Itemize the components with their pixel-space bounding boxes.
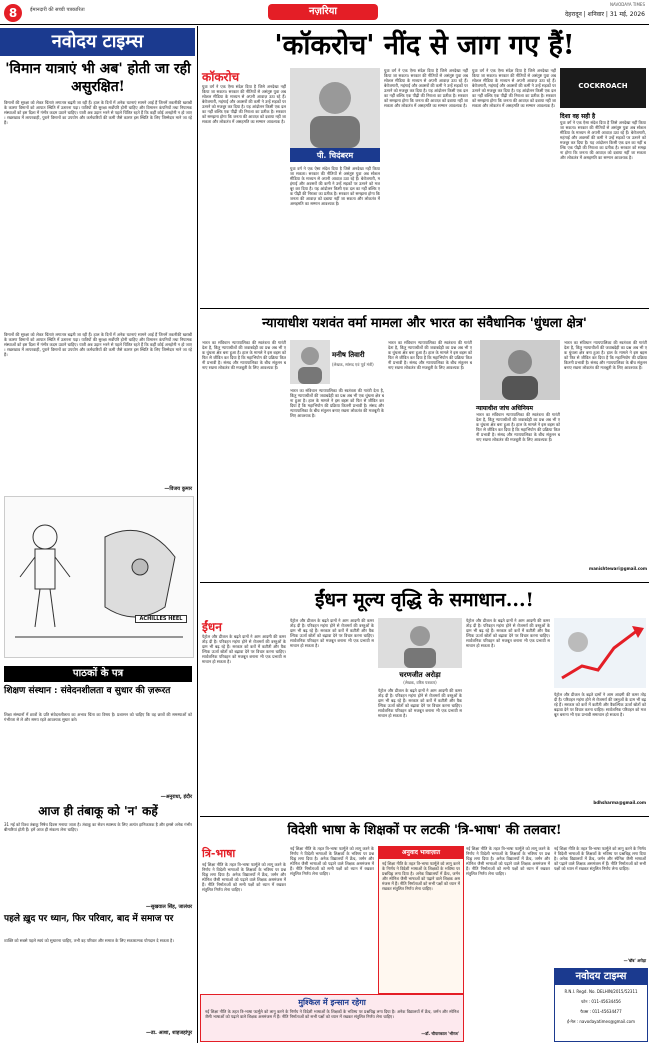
judge-photo-icon [480,340,560,400]
letter2-author: —सुखवाल सिंह, जालंधर [145,904,192,910]
main-body-col5: युवा वर्ग ने एक ऐसा संदेश दिया है जिसे अनदेखा नहीं किया जा सकता। सरकार की नीतियों से असंतुष्ट युवा अब सोशल मीडिया के माध्यम से अपनी आवाज़ उठा रहे हैं। बेरोजगारी, महंगाई और अवसरों की कमी ने उन्हें सड़कों पर उतरने को मजबूर कर दिया है। यह आंदोलन किसी एक दल का नहीं बल्कि एक पीढ़ी की निराशा का प्रतीक है। सरकार को समझना होगा कि जनता की आवाज़ को दबाया नहीं जा सकता और लोकतंत्र में असहमति का सम्मान आवश्यक है। [560,120,646,160]
divider-3 [200,816,649,817]
letter1-title: शिक्षण संस्थान : संवेदनशीलता व सुधार की ज़रूरत [4,686,171,696]
main-story [200,26,649,306]
footer-line-4: ई-मेल : navodayatimes@gmail.com [566,1019,636,1024]
second-photo [480,340,560,400]
main-body-col2: युवा वर्ग ने एक ऐसा संदेश दिया है जिसे अनदेखा नहीं किया जा सकता। सरकार की नीतियों से असंतुष्ट युवा अब सोशल मीडिया के माध्यम से अपनी आवाज़ उठा रहे हैं। बेरोजगारी, महंगाई और अवसरों की कमी ने उन्हें सड़कों पर उतरने को मजबूर कर दिया है। यह आंदोलन किसी एक दल का नहीं बल्कि एक पीढ़ी की निराशा का प्रतीक है। सरकार को समझना होगा कि जनता की आवाज़ को दबाया नहीं जा सकता और लोकतंत्र में असहमति का सम्मान आवश्यक है। [290,166,380,206]
second-body-col5: भारत का संविधान न्यायपालिका की स्वतंत्रता की गारंटी देता है, किंतु न्यायाधीशों की जवाबदेही का प्रश्न अब भी एक धुंधला क्षेत्र बना हुआ है। हाल के मामले ने इस बहस को फिर से जीवित कर दिया है कि महाभियोग की प्रक्रिया कितनी प्रभावी है। संसद और न्यायपालिका के बीच संतुलन बनाए रखना लोकतंत्र की मजबूती के लिए आवश्यक है। [564,340,647,370]
brand-line: NAVODAYA TIMES [609,2,645,7]
fourth-headline: विदेशी भाषा के शिक्षकों पर लटकी 'त्रि-भाषा' की तलवार! [287,823,562,838]
page-header [0,0,649,26]
letter1-author: —अनुराधा, इंदौर [160,794,192,800]
fuel-chart-icon [554,618,646,688]
left-column [0,26,195,1043]
box-body: नई शिक्षा नीति के तहत त्रि-भाषा फार्मूले को लागू करने के निर्णय ने विदेशी भाषाओं के शिक्षकों के भविष्य पर प्रश्नचिह्न लगा दिया है। अनेक विद्यालयों में फ्रेंच, जर्मन और स्पेनिश जैसी भाषाओं को पढ़ाने वाले शिक्षक असमंजस में हैं। नीति निर्माताओं को सभी पक्षों को ध्यान में रखकर संतुलित निर्णय लेना चाहिए। [382,861,460,891]
second-body-col4: भारत का संविधान न्यायपालिका की स्वतंत्रता की गारंटी देता है, किंतु न्यायाधीशों की जवाबदेही का प्रश्न अब भी एक धुंधला क्षेत्र बना हुआ है। हाल के मामले ने इस बहस को फिर से जीवित कर दिया है कि महाभियोग की प्रक्रिया कितनी प्रभावी है। संसद और न्यायपालिका के बीच संतुलन बनाए रखना लोकतंत्र की मजबूती के लिए आवश्यक है। [476,412,560,442]
second-author: मनीष तिवारी [332,350,365,359]
second-headline: न्यायाधीश यशवंत वर्मा मामला और भारत का संवैधानिक 'धुंधला क्षेत्र' [262,316,587,331]
third-email: bdhsharma@gmail.com [593,800,646,805]
third-story [200,584,649,814]
letter3-author: —डा. आशा, शाहजहांपुर [146,1030,192,1036]
letter2-title: आज ही तंबाकू को 'न' कहें [38,804,158,818]
fourth-signoff: —'बॉब' अरोड़ा [623,958,646,963]
main-body-col1: युवा वर्ग ने एक ऐसा संदेश दिया है जिसे अनदेखा नहीं किया जा सकता। सरकार की नीतियों से असंतुष्ट युवा अब सोशल मीडिया के माध्यम से अपनी आवाज़ उठा रहे हैं। बेरोजगारी, महंगाई और अवसरों की कमी ने उन्हें सड़कों पर उतरने को मजबूर कर दिया है। यह आंदोलन किसी एक दल का नहीं बल्कि एक पीढ़ी की निराशा का प्रतीक है। सरकार को समझना होगा कि जनता की आवाज़ को दबाया नहीं जा सकता और लोकतंत्र में असहमति का सम्मान आवश्यक है। [202,84,286,124]
poem-author: —डॉ. चौपारकाल 'भीरज' [421,1031,459,1036]
fourth-body-col1: नई शिक्षा नीति के तहत त्रि-भाषा फार्मूले को लागू करने के निर्णय ने विदेशी भाषाओं के शिक्षकों के भविष्य पर प्रश्नचिह्न लगा दिया है। अनेक विद्यालयों में फ्रेंच, जर्मन और स्पेनिश जैसी भाषाओं को पढ़ाने वाले शिक्षक असमंजस में हैं। नीति निर्माताओं को सभी पक्षों को ध्यान में रखकर संतुलित निर्णय लेना चाहिए। [202,862,286,892]
fourth-kicker: त्रि-भाषा [202,847,236,860]
third-author: चरणजीत अरोड़ा [399,670,441,679]
author-photo-icon [290,68,380,148]
main-author: पी. चिदंबरम [290,148,380,162]
footer-line-3: फैक्स : 011-45634477 [580,1009,622,1014]
cartoon [4,496,194,658]
author2-photo-icon [290,340,330,384]
letter1-body: शिक्षा संस्थानों में छात्रों के प्रति संवेदनशीलता का अभाव चिंता का विषय है। प्रशासन को चाहिए कि वह छात्रों की समस्याओं को गंभीरता से ले और समय रहते आवश्यक सुधार करे। [4,712,192,722]
main-headline: 'कॉकरोच' नींद से जाग गए हैं! [274,30,575,61]
second-body-col3: भारत का संविधान न्यायपालिका की स्वतंत्रता की गारंटी देता है, किंतु न्यायाधीशों की जवाबदेही का प्रश्न अब भी एक धुंधला क्षेत्र बना हुआ है। हाल के मामले ने इस बहस को फिर से जीवित कर दिया है कि महाभियोग की प्रक्रिया कितनी प्रभावी है। संसद और न्यायपालिका के बीच संतुलन बनाए रखना लोकतंत्र की मजबूती के लिए आवश्यक है। [388,340,472,370]
poem-subhead: मुश्किल में इन्सान रहेगा [298,997,366,1007]
editorial-byline: —विजय कुमार [164,486,192,492]
second-author-note: (लेखक, सांसद एवं पूर्व मंत्री) [332,362,374,367]
third-author-photo [378,618,462,668]
second-body-col2: भारत का संविधान न्यायपालिका की स्वतंत्रता की गारंटी देता है, किंतु न्यायाधीशों की जवाबदेही का प्रश्न अब भी एक धुंधला क्षेत्र बना हुआ है। हाल के मामले ने इस बहस को फिर से जीवित कर दिया है कि महाभियोग की प्रक्रिया कितनी प्रभावी है। संसद और न्यायपालिका के बीच संतुलन बनाए रखना लोकतंत्र की मजबूती के लिए आवश्यक है। [290,388,384,418]
left-masthead: नवोदय टाइम्स [0,28,195,56]
page-number: 8 [4,4,22,22]
author3-photo-icon [378,618,462,668]
letter2-body: 31 मई को विश्व तंबाकू निषेध दिवस मनाया जाता है। तंबाकू का सेवन स्वास्थ्य के लिए अत्यंत हानिकारक है और इससे अनेक गंभीर बीमारियां होती हैं। हमें आज ही संकल्प लेना चाहिए। [4,822,192,832]
editorial-body: विमानों की सुरक्षा को लेकर चिंताएं लगातार बढ़ती जा रही हैं। हाल के दिनों में अनेक घटनाएं सामने आई हैं जिनमें तकनीकी खराबी के कारण विमानों को आपात स्थिति में उतारना पड़ा। यात्रियों की सुरक्षा सर्वोपरि होनी चाहिए और विमानन कंपनियों तथा नियामक संस्थाओं को इस दिशा में गंभीर कदम उठाने चाहिए। यात्री अब उड़ान भरने से पहले चिंतित रहते हैं कि कहीं कोई अनहोनी न हो जाए। रखरखाव में लापरवाही, पुराने विमानों का उपयोग और कर्मचारियों की कमी जैसे कारण इस स्थिति के लिए जिम्मेदार माने जा रहे हैं। [4,100,192,125]
third-body-col4: पेट्रोल और डीजल के बढ़ते दामों ने आम आदमी की कमर तोड़ दी है। परिवहन महंगा होने से रोजमर्रा की वस्तुओं के दाम भी बढ़ रहे हैं। सरकार को करों में कटौती और वैकल्पिक ऊर्जा स्रोतों को बढ़ावा देने पर विचार करना चाहिए। सार्वजनिक परिवहन को मजबूत बनाना भी एक प्रभावी समाधान हो सकता है। [466,618,550,648]
box-title: अनुवाद भावाज़ात [379,847,463,859]
divider-2 [200,582,649,583]
third-body-col3: पेट्रोल और डीजल के बढ़ते दामों ने आम आदमी की कमर तोड़ दी है। परिवहन महंगा होने से रोजमर्रा की वस्तुओं के दाम भी बढ़ रहे हैं। सरकार को करों में कटौती और वैकल्पिक ऊर्जा स्रोतों को बढ़ावा देने पर विचार करना चाहिए। सार्वजनिक परिवहन को मजबूत बनाना भी एक प्रभावी समाधान हो सकता है। [378,688,462,718]
fuel-image [554,618,646,688]
poem-box [200,994,464,1042]
fourth-body-col4: नई शिक्षा नीति के तहत त्रि-भाषा फार्मूले को लागू करने के निर्णय ने विदेशी भाषाओं के शिक्षकों के भविष्य पर प्रश्नचिह्न लगा दिया है। अनेक विद्यालयों में फ्रेंच, जर्मन और स्पेनिश जैसी भाषाओं को पढ़ाने वाले शिक्षक असमंजस में हैं। नीति निर्माताओं को सभी पक्षों को ध्यान में रखकर संतुलित निर्णय लेना चाहिए। [554,846,646,871]
second-body-col1: भारत का संविधान न्यायपालिका की स्वतंत्रता की गारंटी देता है, किंतु न्यायाधीशों की जवाबदेही का प्रश्न अब भी एक धुंधला क्षेत्र बना हुआ है। हाल के मामले ने इस बहस को फिर से जीवित कर दिया है कि महाभियोग की प्रक्रिया कितनी प्रभावी है। संसद और न्यायपालिका के बीच संतुलन बनाए रखना लोकतंत्र की मजबूती के लिए आवश्यक है। [202,340,286,370]
third-author-note: (लेखक, वरिष्ठ पत्रकार) [403,680,437,685]
footer-box [554,968,648,1042]
second-story [200,310,649,580]
editorial-title: 'विमान यात्राएं भी अब' होती जा रही असुरक्षित! [5,61,191,95]
third-body-col5: पेट्रोल और डीजल के बढ़ते दामों ने आम आदमी की कमर तोड़ दी है। परिवहन महंगा होने से रोजमर्रा की वस्तुओं के दाम भी बढ़ रहे हैं। सरकार को करों में कटौती और वैकल्पिक ऊर्जा स्रोतों को बढ़ावा देने पर विचार करना चाहिए। सार्वजनिक परिवहन को मजबूत बनाना भी एक प्रभावी समाधान हो सकता है। [554,692,646,717]
date-line: देहरादून | शनिवार | 31 मई, 2026 [564,11,645,18]
cartoon-label: ACHILLES HEEL [135,615,187,623]
header-rule [0,24,649,25]
cartoon-drawing [5,497,193,657]
footer-line-1: R.N.I. Regd. No. DELHIN/2015/52311 [564,989,638,994]
center-label: नज़रिया [268,4,378,20]
third-body-col2: पेट्रोल और डीजल के बढ़ते दामों ने आम आदमी की कमर तोड़ दी है। परिवहन महंगा होने से रोजमर्रा की वस्तुओं के दाम भी बढ़ रहे हैं। सरकार को करों में कटौती और वैकल्पिक ऊर्जा स्रोतों को बढ़ावा देने पर विचार करना चाहिए। सार्वजनिक परिवहन को मजबूत बनाना भी एक प्रभावी समाधान हो सकता है। [290,618,374,648]
main-kicker: कॉकरोच [202,70,240,84]
footer-masthead: नवोदय टाइम्स [555,969,647,985]
third-body-col1: पेट्रोल और डीजल के बढ़ते दामों ने आम आदमी की कमर तोड़ दी है। परिवहन महंगा होने से रोजमर्रा की वस्तुओं के दाम भी बढ़ रहे हैं। सरकार को करों में कटौती और वैकल्पिक ऊर्जा स्रोतों को बढ़ावा देने पर विचार करना चाहिए। सार्वजनिक परिवहन को मजबूत बनाना भी एक प्रभावी समाधान हो सकता है। [202,634,286,664]
cockroach-caption: COCKROACH [578,82,628,90]
editorial-body-cont: विमानों की सुरक्षा को लेकर चिंताएं लगातार बढ़ती जा रही हैं। हाल के दिनों में अनेक घटनाएं सामने आई हैं जिनमें तकनीकी खराबी के कारण विमानों को आपात स्थिति में उतारना पड़ा। यात्रियों की सुरक्षा सर्वोपरि होनी चाहिए और विमानन कंपनियों तथा नियामक संस्थाओं को इस दिशा में गंभीर कदम उठाने चाहिए। यात्री अब उड़ान भरने से पहले चिंतित रहते हैं कि कहीं कोई अनहोनी न हो जाए। रखरखाव में लापरवाही, पुराने विमानों का उपयोग और कर्मचारियों की कमी जैसे कारण इस स्थिति के लिए जिम्मेदार माने जा रहे हैं। [4,332,192,357]
second-author-photo [290,340,330,384]
third-kicker: ईंधन [202,620,222,634]
footer-line-2: फोन : 011-45634456 [581,999,621,1004]
second-subhead: न्यायाधीश जांच अधिनियम [476,405,533,412]
fourth-body-col3: नई शिक्षा नीति के तहत त्रि-भाषा फार्मूले को लागू करने के निर्णय ने विदेशी भाषाओं के शिक्षकों के भविष्य पर प्रश्नचिह्न लगा दिया है। अनेक विद्यालयों में फ्रेंच, जर्मन और स्पेनिश जैसी भाषाओं को पढ़ाने वाले शिक्षक असमंजस में हैं। नीति निर्माताओं को सभी पक्षों को ध्यान में रखकर संतुलित निर्णय लेना चाहिए। [466,846,550,876]
cockroach-image [560,68,646,108]
left-tagline: ईमानदारी की सच्ची पत्रकारिता [30,7,85,13]
translation-box [378,846,464,994]
main-subhead1: दिशा वह सही है [560,113,596,120]
column-divider [197,26,198,1043]
main-body-col4: युवा वर्ग ने एक ऐसा संदेश दिया है जिसे अनदेखा नहीं किया जा सकता। सरकार की नीतियों से असंतुष्ट युवा अब सोशल मीडिया के माध्यम से अपनी आवाज़ उठा रहे हैं। बेरोजगारी, महंगाई और अवसरों की कमी ने उन्हें सड़कों पर उतरने को मजबूर कर दिया है। यह आंदोलन किसी एक दल का नहीं बल्कि एक पीढ़ी की निराशा का प्रतीक है। सरकार को समझना होगा कि जनता की आवाज़ को दबाया नहीं जा सकता और लोकतंत्र में असहमति का सम्मान आवश्यक है। [472,68,556,108]
divider-1 [200,308,649,309]
fourth-body-col2: नई शिक्षा नीति के तहत त्रि-भाषा फार्मूले को लागू करने के निर्णय ने विदेशी भाषाओं के शिक्षकों के भविष्य पर प्रश्नचिह्न लगा दिया है। अनेक विद्यालयों में फ्रेंच, जर्मन और स्पेनिश जैसी भाषाओं को पढ़ाने वाले शिक्षक असमंजस में हैं। नीति निर्माताओं को सभी पक्षों को ध्यान में रखकर संतुलित निर्णय लेना चाहिए। [290,846,374,876]
author-photo [290,68,380,148]
letter3-title: पहले ख़ुद पर ध्यान, फिर परिवार, बाद में समाज पर [4,914,174,924]
letter3-body: व्यक्ति को सबसे पहले स्वयं को सुधारना चाहिए, तभी वह परिवार और समाज के लिए सकारात्मक योगदान दे सकता है। [4,938,174,943]
third-headline: ईंधन मूल्य वृद्धि के समाधान...! [315,589,534,611]
main-body-col3: युवा वर्ग ने एक ऐसा संदेश दिया है जिसे अनदेखा नहीं किया जा सकता। सरकार की नीतियों से असंतुष्ट युवा अब सोशल मीडिया के माध्यम से अपनी आवाज़ उठा रहे हैं। बेरोजगारी, महंगाई और अवसरों की कमी ने उन्हें सड़कों पर उतरने को मजबूर कर दिया है। यह आंदोलन किसी एक दल का नहीं बल्कि एक पीढ़ी की निराशा का प्रतीक है। सरकार को समझना होगा कि जनता की आवाज़ को दबाया नहीं जा सकता और लोकतंत्र में असहमति का सम्मान आवश्यक है। [384,68,468,108]
letters-heading: पाठकों के पत्र [4,666,192,682]
fourth-story [200,818,649,1043]
second-email: manishtewari@gmail.com [589,566,647,571]
poem-body: नई शिक्षा नीति के तहत त्रि-भाषा फार्मूले को लागू करने के निर्णय ने विदेशी भाषाओं के शिक्षकों के भविष्य पर प्रश्नचिह्न लगा दिया है। अनेक विद्यालयों में फ्रेंच, जर्मन और स्पेनिश जैसी भाषाओं को पढ़ाने वाले शिक्षक असमंजस में हैं। नीति निर्माताओं को सभी पक्षों को ध्यान में रखकर संतुलित निर्णय लेना चाहिए। [205,1009,459,1019]
